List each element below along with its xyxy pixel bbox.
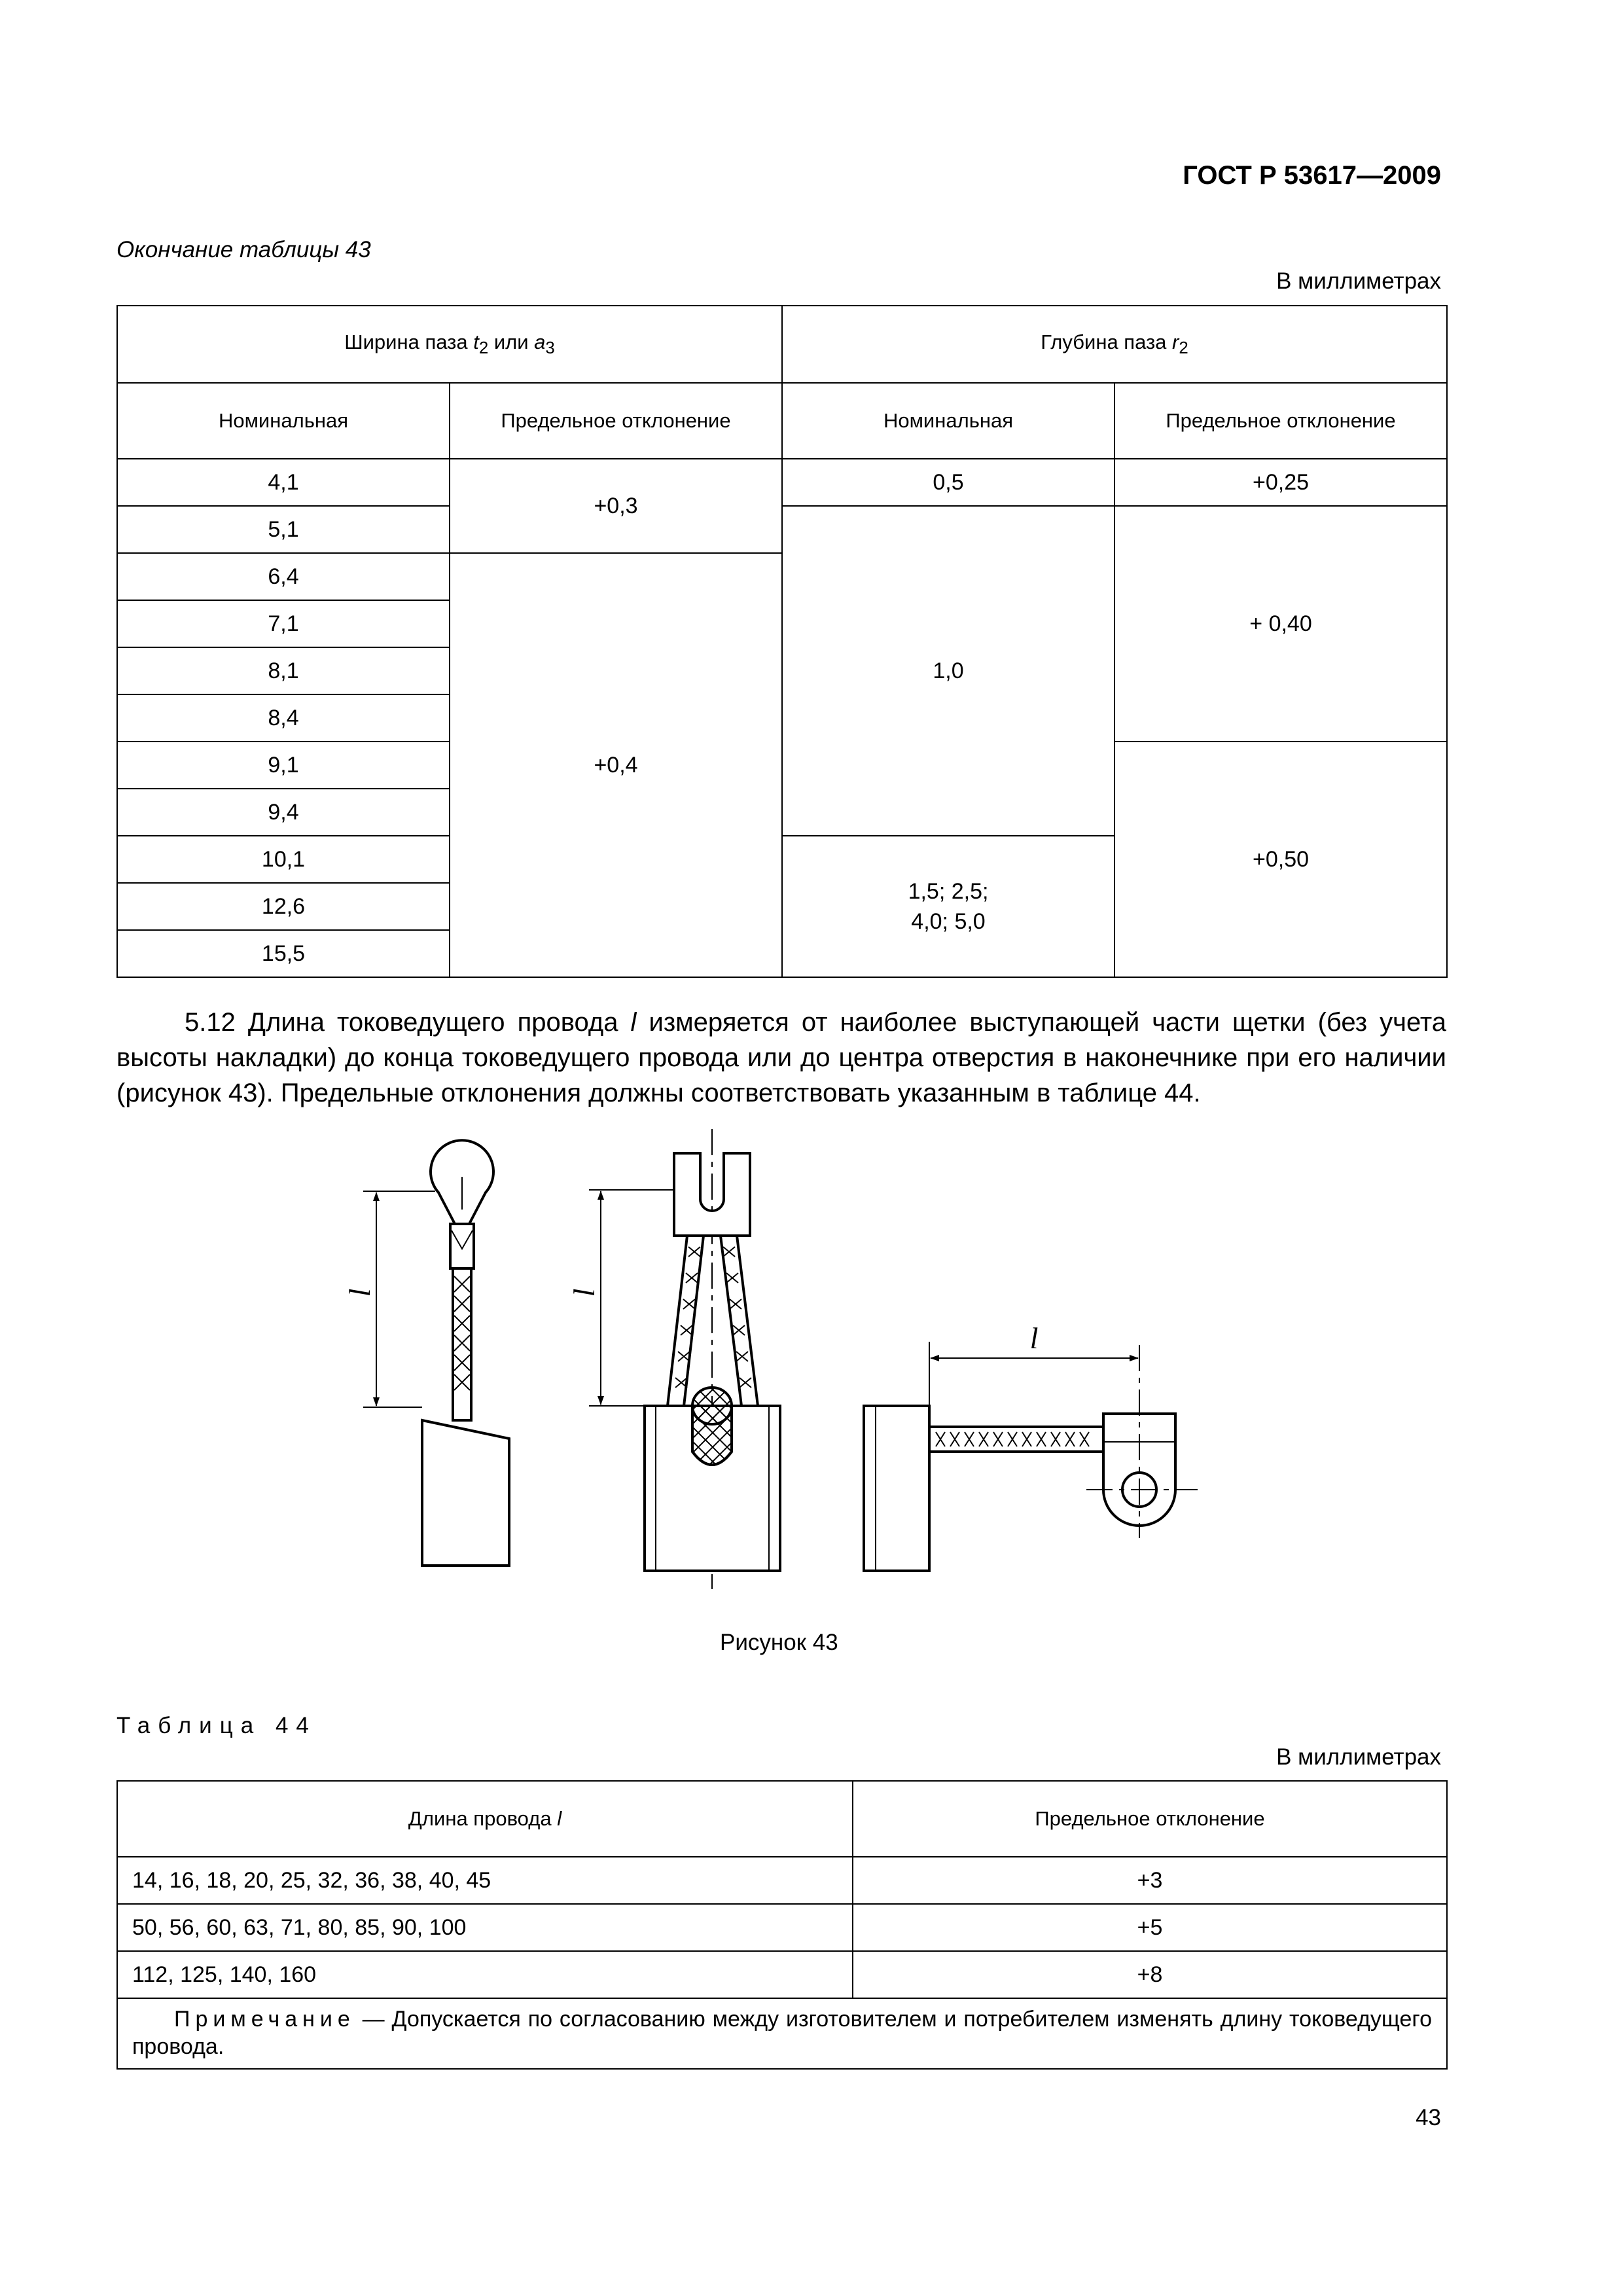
brush-front-view (589, 1129, 780, 1589)
figure-caption: Рисунок 43 (720, 1630, 838, 1655)
table-continuation-label: Окончание таблицы 43 (116, 237, 371, 262)
header-width-nominal: Номинальная (117, 383, 450, 459)
table-cell: 8,1 (117, 647, 450, 694)
dim-label-l-right: l (1029, 1321, 1039, 1355)
header-wire-length: Длина провода l (117, 1781, 853, 1857)
standard-header: ГОСТ Р 53617—2009 (1183, 161, 1441, 190)
table-cell: 9,4 (117, 789, 450, 836)
table-cell: 7,1 (117, 600, 450, 647)
table-cell: + 0,40 (1115, 506, 1447, 742)
header-slot-width: Ширина паза $t_2$ или $a_3$ (117, 306, 782, 383)
table-cell: 5,1 (117, 506, 450, 553)
brush-top-view (864, 1342, 1198, 1571)
table-cell: 112, 125, 140, 160 (117, 1951, 853, 1998)
table-cell: 6,4 (117, 553, 450, 600)
dim-label-l-left: l (343, 1288, 376, 1297)
table-cell: 9,1 (117, 742, 450, 789)
header-width-deviation: Предельное отклонение (450, 383, 782, 459)
table-cell: +0,25 (1115, 459, 1447, 506)
table-44 (116, 1780, 1448, 2070)
table-cell: +5 (853, 1904, 1447, 1951)
table-cell: 15,5 (117, 930, 450, 977)
header-depth-nominal: Номинальная (782, 383, 1115, 459)
header-depth-deviation: Предельное отклонение (1115, 383, 1447, 459)
table-cell: +0,50 (1115, 742, 1447, 977)
header-slot-depth: Глубина паза $r_2$ (782, 306, 1447, 383)
table-cell: 12,6 (117, 883, 450, 930)
table44-label: Таблица 44 (116, 1713, 317, 1738)
table44-units: В миллиметрах (1276, 1744, 1441, 1770)
paragraph-5-12: 5.12 Длина токоведущего провода l измеряется от наиболее выступающей части щетки (без учета высоты накладки) до конца токоведущего провода или до центра отверстия в наконечнике при его наличии (рисунок 43). Предельные отклонения должны соответствовать указанным в таблице 44. (116, 1008, 1446, 1107)
table43-units: В миллиметрах (1276, 268, 1441, 294)
table-note: Примечание — Допускается по согласованию между изготовителем и потребителем изменять длину токоведущего провода. (117, 1998, 1447, 2069)
table-cell: 1,0 (782, 506, 1115, 836)
table-cell: +8 (853, 1951, 1447, 1998)
table-cell: +0,4 (450, 553, 782, 977)
dim-label-l-middle: l (567, 1288, 601, 1297)
brush-side-view (363, 1140, 509, 1566)
table-cell: 10,1 (117, 836, 450, 883)
table-cell: 50, 56, 60, 63, 71, 80, 85, 90, 100 (117, 1904, 853, 1951)
table-cell: 14, 16, 18, 20, 25, 32, 36, 38, 40, 45 (117, 1857, 853, 1904)
table-cell: 1,5; 2,5; 4,0; 5,0 (782, 836, 1115, 977)
table-cell: 0,5 (782, 459, 1115, 506)
header-deviation: Предельное отклонение (853, 1781, 1447, 1857)
table-cell: 4,1 (117, 459, 450, 506)
table-cell: +0,3 (450, 459, 782, 553)
page-number: 43 (1416, 2105, 1441, 2130)
table-cell: +3 (853, 1857, 1447, 1904)
table-cell: 8,4 (117, 694, 450, 742)
